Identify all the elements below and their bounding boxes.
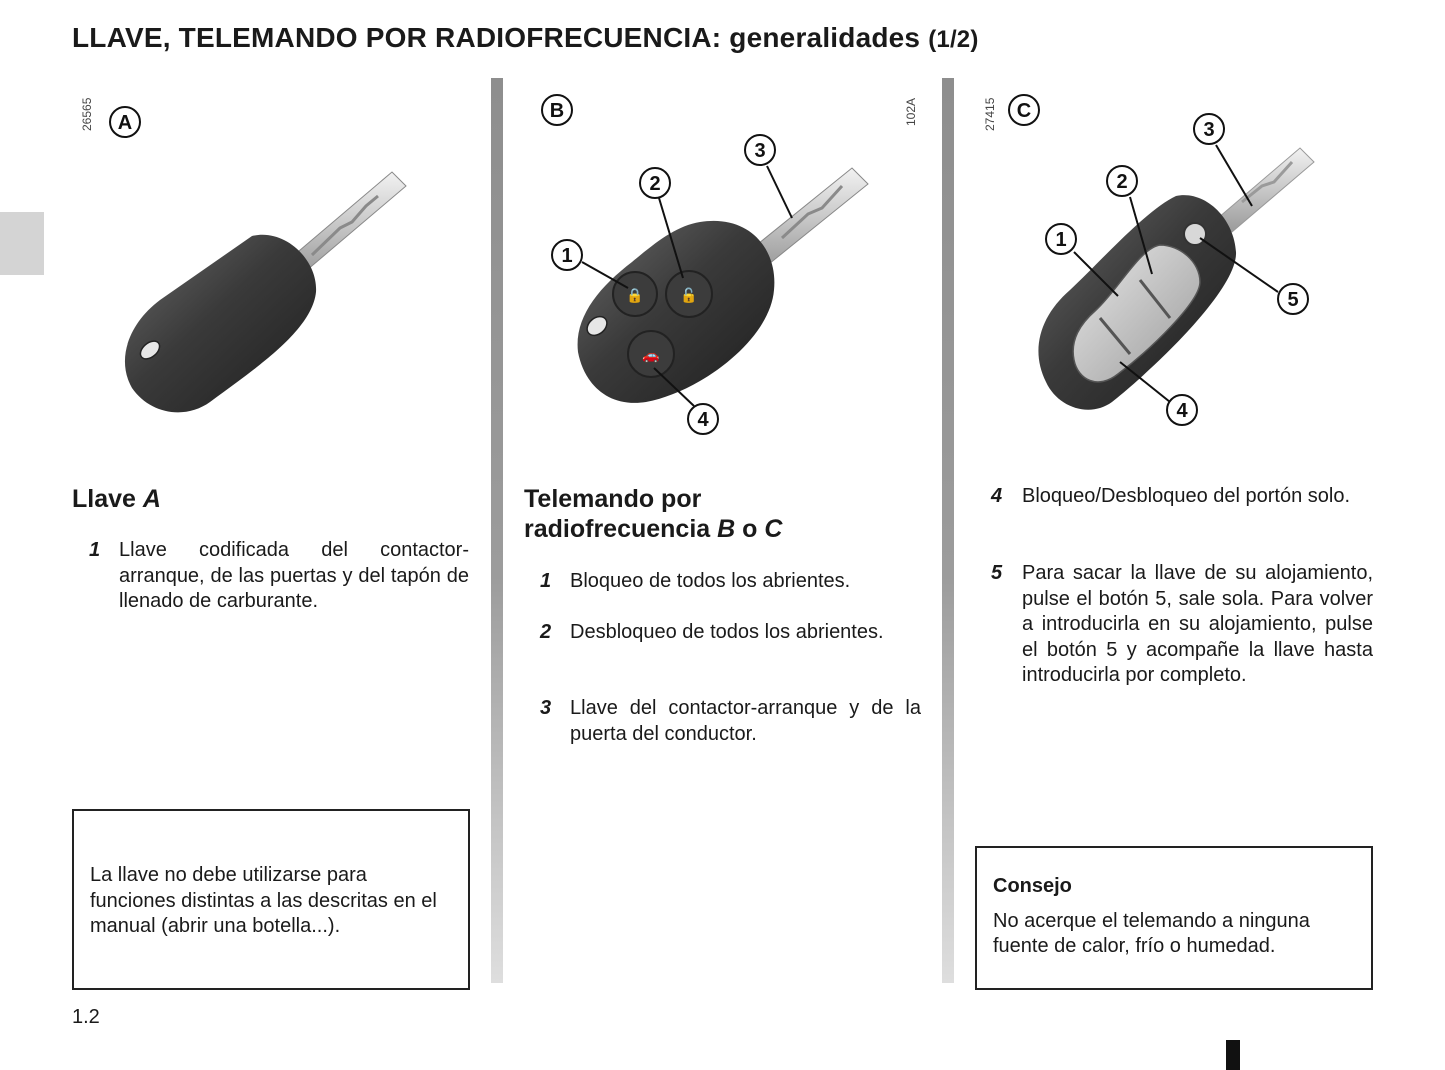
- svg-text:B: B: [549, 100, 565, 122]
- svg-text:4: 4: [1176, 400, 1188, 422]
- figure-c-callout-4: [1166, 394, 1200, 428]
- figure-b-code: 102A: [904, 97, 918, 126]
- svg-text:2: 2: [1116, 171, 1128, 193]
- list-item: 3 Llave del contactor-arranque y de la puerta del conductor.: [540, 697, 921, 745]
- figure-a-code: 26565: [80, 97, 94, 131]
- svg-text:3: 3: [754, 140, 766, 162]
- page-number: 1.2: [72, 1006, 100, 1028]
- svg-text:C: C: [1016, 100, 1032, 122]
- svg-text:4: 4: [697, 409, 709, 431]
- list-item: 1 Llave codificada del contactor-arranque, de las puertas y del tapón de llenado de carburante.: [89, 539, 469, 612]
- svg-text:3: 3: [1203, 119, 1215, 141]
- page-title: LLAVE, TELEMANDO POR RADIOFRECUENCIA: generalidades (1/2): [72, 22, 979, 53]
- warning-box: La llave no debe utilizarse para funciones distintas a las descritas en el manual (abrir una botella...).: [72, 809, 470, 990]
- figure-c-callout-3: [1193, 113, 1227, 147]
- list-item: 2 Desbloqueo de todos los abrientes.: [540, 621, 884, 643]
- svg-text:🔒: 🔒: [626, 288, 644, 304]
- svg-text:1: 1: [1055, 229, 1067, 251]
- advice-text: No acerque el telemando a ninguna fuente de calor, frío o humedad.: [993, 909, 1310, 957]
- heading-telemando: Telemando por radiofrecuencia B o C: [524, 485, 783, 543]
- heading-llave-a: Llave A: [72, 485, 161, 513]
- svg-text:🔓: 🔓: [680, 288, 698, 304]
- figure-c-callout-2: [1106, 165, 1140, 199]
- list-item: 1 Bloqueo de todos los abrientes.: [540, 570, 851, 592]
- svg-text:2: 2: [649, 173, 661, 195]
- page-part-indicator: (1/2): [928, 26, 979, 53]
- advice-box: [975, 846, 1373, 990]
- list-item: 4 Bloqueo/Desbloqueo del portón solo.: [991, 485, 1351, 507]
- figure-c-callout-1: [1045, 223, 1079, 257]
- page-edge-marker: [1226, 1040, 1240, 1070]
- svg-text:🚗: 🚗: [642, 348, 660, 364]
- figure-c-label: [1008, 94, 1042, 128]
- advice-title: Consejo: [993, 875, 1072, 897]
- figure-c-callout-5: [1277, 283, 1311, 317]
- figure-c-code: 27415: [983, 97, 997, 131]
- svg-text:A: A: [117, 112, 133, 134]
- svg-text:1: 1: [561, 245, 573, 267]
- list-item: 5 Para sacar la llave de su alojamiento, pulse el botón 5, sale sola. Para volver a introducirla en su alojamiento, pulse el botón 5 y acompañe la llave hasta introducirla por completo.: [991, 562, 1373, 686]
- svg-text:5: 5: [1287, 289, 1299, 311]
